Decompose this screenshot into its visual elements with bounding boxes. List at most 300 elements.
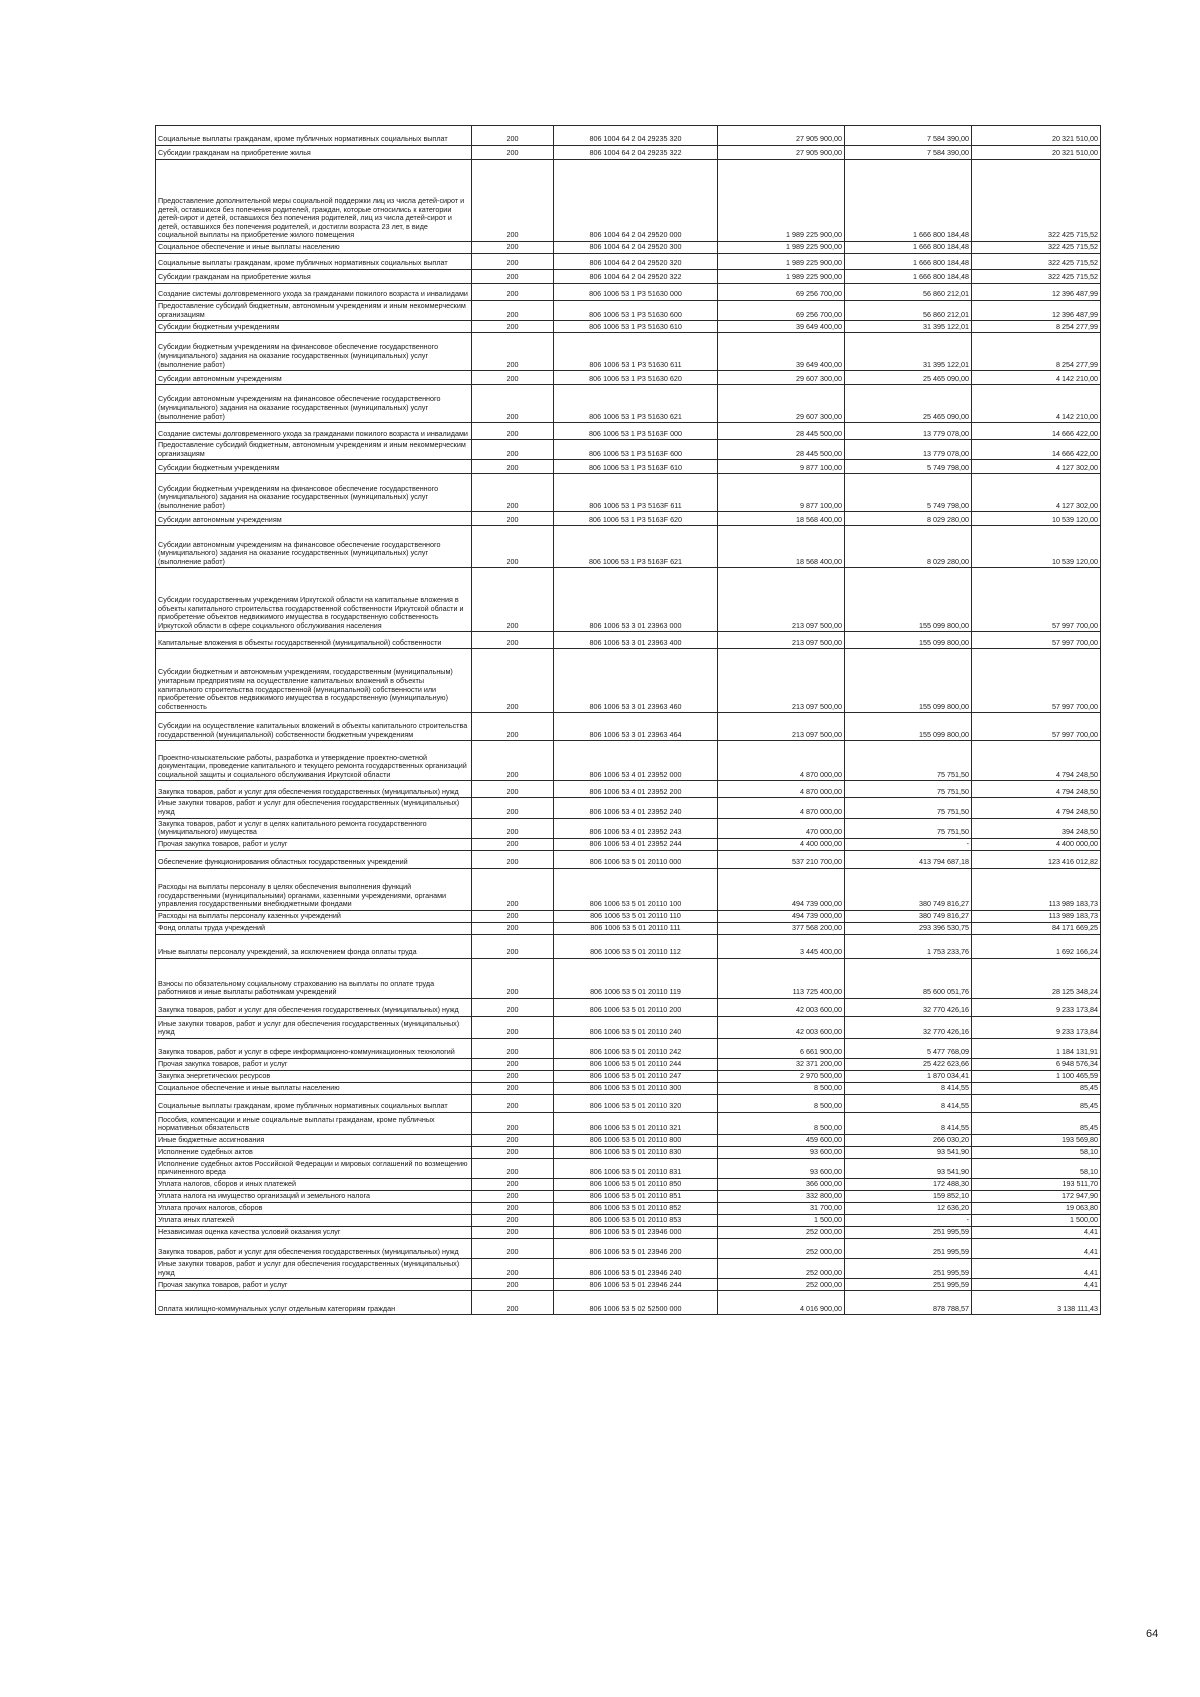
row-budget-code-cell: 806 1004 64 2 04 29235 322 xyxy=(554,146,718,160)
row-unexecuted-amount-cell: 4,41 xyxy=(972,1226,1101,1238)
row-executed-amount-cell: 251 995,59 xyxy=(845,1238,972,1258)
row-line-code-cell: 200 xyxy=(472,1134,554,1146)
table-row xyxy=(156,850,1101,868)
row-executed-amount-cell: 56 860 212,01 xyxy=(845,301,972,321)
row-approved-amount-cell: 252 000,00 xyxy=(718,1279,845,1291)
row-unexecuted-amount-cell: 10 539 120,00 xyxy=(972,526,1101,568)
row-budget-code-cell: 806 1006 53 5 01 23946 000 xyxy=(554,1226,718,1238)
table-row xyxy=(156,242,1101,254)
row-budget-code-cell: 806 1006 53 5 01 20110 111 xyxy=(554,922,718,934)
row-executed-amount-cell: 155 099 800,00 xyxy=(845,632,972,649)
row-approved-amount-cell: 42 003 600,00 xyxy=(718,998,845,1016)
row-name-cell: Капитальные вложения в объекты государственной (муниципальной) собственности xyxy=(156,632,472,649)
row-budget-code-cell: 806 1006 53 1 Р3 5163F 620 xyxy=(554,512,718,526)
row-line-code-cell: 200 xyxy=(472,1202,554,1214)
row-budget-code-cell: 806 1006 53 5 01 20110 000 xyxy=(554,850,718,868)
table-row xyxy=(156,1058,1101,1070)
row-name-cell: Уплата прочих налогов, сборов xyxy=(156,1202,472,1214)
row-line-code-cell: 200 xyxy=(472,781,554,798)
row-unexecuted-amount-cell: 1 692 166,24 xyxy=(972,934,1101,958)
row-executed-amount-cell: 380 749 816,27 xyxy=(845,868,972,910)
table-row xyxy=(156,1158,1101,1178)
row-approved-amount-cell: 1 989 225 900,00 xyxy=(718,270,845,284)
row-name-cell: Социальные выплаты гражданам, кроме публичных нормативных социальных выплат xyxy=(156,1094,472,1112)
row-name-cell: Субсидии гражданам на приобретение жилья xyxy=(156,270,472,284)
row-name-cell: Расходы на выплаты персоналу казенных учреждений xyxy=(156,910,472,922)
row-line-code-cell: 200 xyxy=(472,850,554,868)
row-unexecuted-amount-cell: 9 233 173,84 xyxy=(972,1016,1101,1038)
row-budget-code-cell: 806 1006 53 5 01 20110 850 xyxy=(554,1178,718,1190)
row-budget-code-cell: 806 1006 53 4 01 23952 200 xyxy=(554,781,718,798)
row-unexecuted-amount-cell: 85,45 xyxy=(972,1112,1101,1134)
row-unexecuted-amount-cell: 58,10 xyxy=(972,1146,1101,1158)
row-name-cell: Социальное обеспечение и иные выплаты населению xyxy=(156,1082,472,1094)
row-unexecuted-amount-cell: 28 125 348,24 xyxy=(972,958,1101,998)
row-line-code-cell: 200 xyxy=(472,440,554,460)
row-name-cell: Субсидии автономным учреждениям xyxy=(156,512,472,526)
row-unexecuted-amount-cell: 19 063,80 xyxy=(972,1202,1101,1214)
row-budget-code-cell: 806 1006 53 1 Р3 5163F 610 xyxy=(554,460,718,474)
row-unexecuted-amount-cell: 113 989 183,73 xyxy=(972,868,1101,910)
row-approved-amount-cell: 459 600,00 xyxy=(718,1134,845,1146)
row-name-cell: Субсидии бюджетным учреждениям xyxy=(156,321,472,333)
row-executed-amount-cell: 93 541,90 xyxy=(845,1158,972,1178)
row-line-code-cell: 200 xyxy=(472,1082,554,1094)
row-name-cell: Создание системы долговременного ухода за гражданами пожилого возраста и инвалидами xyxy=(156,284,472,301)
row-budget-code-cell: 806 1006 53 5 01 20110 830 xyxy=(554,1146,718,1158)
row-name-cell: Социальные выплаты гражданам, кроме публичных нормативных социальных выплат xyxy=(156,126,472,146)
row-budget-code-cell: 806 1006 53 1 Р3 5163F 621 xyxy=(554,526,718,568)
row-executed-amount-cell: 31 395 122,01 xyxy=(845,321,972,333)
row-approved-amount-cell: 18 568 400,00 xyxy=(718,512,845,526)
table-row xyxy=(156,632,1101,649)
row-unexecuted-amount-cell: 14 666 422,00 xyxy=(972,440,1101,460)
row-name-cell: Уплата налога на имущество организаций и земельного налога xyxy=(156,1190,472,1202)
row-name-cell: Субсидии бюджетным и автономным учреждениям, государственным (муниципальным) унитарным предприятиям на осуществление капитальных вложений в объекты капитального строительства государственной (муниципальной) собственности или приобретение объектов недвижимого имущества в государственную (муниципальную) собственность xyxy=(156,649,472,713)
row-name-cell: Закупка энергетических ресурсов xyxy=(156,1070,472,1082)
table-row xyxy=(156,713,1101,741)
row-budget-code-cell: 806 1006 53 3 01 23963 460 xyxy=(554,649,718,713)
row-unexecuted-amount-cell: 4 794 248,50 xyxy=(972,781,1101,798)
row-unexecuted-amount-cell: 4 142 210,00 xyxy=(972,385,1101,423)
row-unexecuted-amount-cell: 4 794 248,50 xyxy=(972,798,1101,818)
row-executed-amount-cell: 413 794 687,18 xyxy=(845,850,972,868)
row-unexecuted-amount-cell: 1 500,00 xyxy=(972,1214,1101,1226)
row-unexecuted-amount-cell: 322 425 715,52 xyxy=(972,270,1101,284)
row-approved-amount-cell: 28 445 500,00 xyxy=(718,440,845,460)
row-budget-code-cell: 806 1006 53 5 01 20110 831 xyxy=(554,1158,718,1178)
row-name-cell: Субсидии бюджетным учреждениям на финансовое обеспечение государственного (муниципального) задания на оказание государственных (муниципальных) услуг (выполнение работ) xyxy=(156,474,472,512)
row-executed-amount-cell: 5 749 798,00 xyxy=(845,460,972,474)
row-approved-amount-cell: 32 371 200,00 xyxy=(718,1058,845,1070)
row-line-code-cell: 200 xyxy=(472,1178,554,1190)
row-approved-amount-cell: 93 600,00 xyxy=(718,1158,845,1178)
row-unexecuted-amount-cell: 85,45 xyxy=(972,1094,1101,1112)
table-row xyxy=(156,781,1101,798)
table-row xyxy=(156,284,1101,301)
table-row xyxy=(156,321,1101,333)
table-row xyxy=(156,838,1101,850)
row-unexecuted-amount-cell: 12 396 487,99 xyxy=(972,301,1101,321)
row-unexecuted-amount-cell: 20 321 510,00 xyxy=(972,146,1101,160)
table-row xyxy=(156,1291,1101,1315)
row-approved-amount-cell: 93 600,00 xyxy=(718,1146,845,1158)
row-line-code-cell: 200 xyxy=(472,1279,554,1291)
row-approved-amount-cell: 1 989 225 900,00 xyxy=(718,242,845,254)
row-executed-amount-cell: 93 541,90 xyxy=(845,1146,972,1158)
row-approved-amount-cell: 39 649 400,00 xyxy=(718,321,845,333)
row-unexecuted-amount-cell: 1 100 465,59 xyxy=(972,1070,1101,1082)
row-line-code-cell: 200 xyxy=(472,1158,554,1178)
row-name-cell: Закупка товаров, работ и услуг для обеспечения государственных (муниципальных) нужд xyxy=(156,998,472,1016)
row-executed-amount-cell: 13 779 078,00 xyxy=(845,423,972,440)
row-budget-code-cell: 806 1006 53 1 Р3 5163F 611 xyxy=(554,474,718,512)
row-budget-code-cell: 806 1006 53 5 01 20110 112 xyxy=(554,934,718,958)
row-name-cell: Прочая закупка товаров, работ и услуг xyxy=(156,1279,472,1291)
row-approved-amount-cell: 1 989 225 900,00 xyxy=(718,254,845,270)
row-line-code-cell: 200 xyxy=(472,146,554,160)
row-unexecuted-amount-cell: 4 127 302,00 xyxy=(972,460,1101,474)
row-executed-amount-cell: 1 666 800 184,48 xyxy=(845,254,972,270)
row-unexecuted-amount-cell: 193 511,70 xyxy=(972,1178,1101,1190)
row-name-cell: Субсидии бюджетным учреждениям на финансовое обеспечение государственного (муниципального) задания на оказание государственных (муниципальных) услуг (выполнение работ) xyxy=(156,333,472,371)
row-budget-code-cell: 806 1004 64 2 04 29520 320 xyxy=(554,254,718,270)
table-row xyxy=(156,1094,1101,1112)
row-unexecuted-amount-cell: 1 184 131,91 xyxy=(972,1038,1101,1058)
row-approved-amount-cell: 8 500,00 xyxy=(718,1112,845,1134)
row-unexecuted-amount-cell: 57 997 700,00 xyxy=(972,649,1101,713)
row-name-cell: Субсидии бюджетным учреждениям xyxy=(156,460,472,474)
row-approved-amount-cell: 29 607 300,00 xyxy=(718,385,845,423)
row-unexecuted-amount-cell: 57 997 700,00 xyxy=(972,713,1101,741)
row-line-code-cell: 200 xyxy=(472,741,554,781)
row-line-code-cell: 200 xyxy=(472,474,554,512)
row-unexecuted-amount-cell: 84 171 669,25 xyxy=(972,922,1101,934)
row-name-cell: Социальные выплаты гражданам, кроме публичных нормативных социальных выплат xyxy=(156,254,472,270)
table-row xyxy=(156,1279,1101,1291)
row-budget-code-cell: 806 1006 53 5 01 20110 851 xyxy=(554,1190,718,1202)
row-unexecuted-amount-cell: 10 539 120,00 xyxy=(972,512,1101,526)
row-unexecuted-amount-cell: 57 997 700,00 xyxy=(972,632,1101,649)
row-approved-amount-cell: 69 256 700,00 xyxy=(718,284,845,301)
table-row xyxy=(156,460,1101,474)
row-line-code-cell: 200 xyxy=(472,1238,554,1258)
table-row xyxy=(156,1082,1101,1094)
row-unexecuted-amount-cell: 4,41 xyxy=(972,1258,1101,1278)
table-row xyxy=(156,1146,1101,1158)
row-unexecuted-amount-cell: 123 416 012,82 xyxy=(972,850,1101,868)
row-line-code-cell: 200 xyxy=(472,1146,554,1158)
row-budget-code-cell: 806 1006 53 1 Р3 51630 600 xyxy=(554,301,718,321)
row-executed-amount-cell: 155 099 800,00 xyxy=(845,649,972,713)
row-line-code-cell: 200 xyxy=(472,1070,554,1082)
row-line-code-cell: 200 xyxy=(472,568,554,632)
row-executed-amount-cell: 8 029 280,00 xyxy=(845,512,972,526)
row-executed-amount-cell: 5 749 798,00 xyxy=(845,474,972,512)
row-approved-amount-cell: 213 097 500,00 xyxy=(718,568,845,632)
row-unexecuted-amount-cell: 12 396 487,99 xyxy=(972,284,1101,301)
row-executed-amount-cell: 1 753 233,76 xyxy=(845,934,972,958)
row-unexecuted-amount-cell: 8 254 277,99 xyxy=(972,321,1101,333)
row-approved-amount-cell: 252 000,00 xyxy=(718,1258,845,1278)
table-row xyxy=(156,1016,1101,1038)
row-line-code-cell: 200 xyxy=(472,284,554,301)
row-executed-amount-cell: 159 852,10 xyxy=(845,1190,972,1202)
row-unexecuted-amount-cell: 8 254 277,99 xyxy=(972,333,1101,371)
row-budget-code-cell: 806 1006 53 5 01 20110 242 xyxy=(554,1038,718,1058)
row-name-cell: Иные закупки товаров, работ и услуг для обеспечения государственных (муниципальных) нужд xyxy=(156,798,472,818)
row-name-cell: Оплата жилищно-коммунальных услуг отдельным категориям граждан xyxy=(156,1291,472,1315)
row-approved-amount-cell: 28 445 500,00 xyxy=(718,423,845,440)
row-budget-code-cell: 806 1006 53 5 01 20110 247 xyxy=(554,1070,718,1082)
row-approved-amount-cell: 69 256 700,00 xyxy=(718,301,845,321)
row-budget-code-cell: 806 1004 64 2 04 29235 320 xyxy=(554,126,718,146)
table-row xyxy=(156,1190,1101,1202)
row-line-code-cell: 200 xyxy=(472,1258,554,1278)
row-name-cell: Иные бюджетные ассигнования xyxy=(156,1134,472,1146)
row-unexecuted-amount-cell: 57 997 700,00 xyxy=(972,568,1101,632)
row-line-code-cell: 200 xyxy=(472,910,554,922)
row-executed-amount-cell: 8 414,55 xyxy=(845,1112,972,1134)
table-row xyxy=(156,568,1101,632)
row-approved-amount-cell: 1 989 225 900,00 xyxy=(718,160,845,242)
row-executed-amount-cell: 85 600 051,76 xyxy=(845,958,972,998)
row-unexecuted-amount-cell: 322 425 715,52 xyxy=(972,254,1101,270)
row-unexecuted-amount-cell: 4,41 xyxy=(972,1238,1101,1258)
table-row xyxy=(156,301,1101,321)
table-row xyxy=(156,958,1101,998)
row-budget-code-cell: 806 1006 53 1 Р3 5163F 600 xyxy=(554,440,718,460)
row-unexecuted-amount-cell: 4 127 302,00 xyxy=(972,474,1101,512)
row-budget-code-cell: 806 1006 53 5 01 20110 200 xyxy=(554,998,718,1016)
row-executed-amount-cell: 380 749 816,27 xyxy=(845,910,972,922)
row-unexecuted-amount-cell: 113 989 183,73 xyxy=(972,910,1101,922)
row-budget-code-cell: 806 1006 53 5 01 20110 321 xyxy=(554,1112,718,1134)
row-line-code-cell: 200 xyxy=(472,160,554,242)
row-approved-amount-cell: 39 649 400,00 xyxy=(718,333,845,371)
row-line-code-cell: 200 xyxy=(472,632,554,649)
row-name-cell: Иные закупки товаров, работ и услуг для обеспечения государственных (муниципальных) нужд xyxy=(156,1016,472,1038)
row-budget-code-cell: 806 1006 53 5 01 20110 853 xyxy=(554,1214,718,1226)
row-unexecuted-amount-cell: 394 248,50 xyxy=(972,818,1101,838)
row-approved-amount-cell: 27 905 900,00 xyxy=(718,146,845,160)
row-unexecuted-amount-cell: 14 666 422,00 xyxy=(972,423,1101,440)
row-approved-amount-cell: 332 800,00 xyxy=(718,1190,845,1202)
row-executed-amount-cell: - xyxy=(845,1214,972,1226)
table-row xyxy=(156,1226,1101,1238)
row-name-cell: Прочая закупка товаров, работ и услуг xyxy=(156,838,472,850)
row-executed-amount-cell: 75 751,50 xyxy=(845,798,972,818)
table-row xyxy=(156,1112,1101,1134)
row-line-code-cell: 200 xyxy=(472,460,554,474)
row-line-code-cell: 200 xyxy=(472,254,554,270)
row-name-cell: Уплата налогов, сборов и иных платежей xyxy=(156,1178,472,1190)
row-approved-amount-cell: 4 016 900,00 xyxy=(718,1291,845,1315)
row-budget-code-cell: 806 1006 53 5 01 23946 200 xyxy=(554,1238,718,1258)
row-budget-code-cell: 806 1006 53 3 01 23963 400 xyxy=(554,632,718,649)
row-budget-code-cell: 806 1006 53 5 01 20110 300 xyxy=(554,1082,718,1094)
row-line-code-cell: 200 xyxy=(472,242,554,254)
row-budget-code-cell: 806 1006 53 5 01 20110 800 xyxy=(554,1134,718,1146)
table-row xyxy=(156,741,1101,781)
row-name-cell: Прочая закупка товаров, работ и услуг xyxy=(156,1058,472,1070)
row-executed-amount-cell: 25 465 090,00 xyxy=(845,385,972,423)
row-budget-code-cell: 806 1006 53 5 01 23946 244 xyxy=(554,1279,718,1291)
row-name-cell: Взносы по обязательному социальному страхованию на выплаты по оплате труда работников и иные выплаты работникам учреждений xyxy=(156,958,472,998)
row-budget-code-cell: 806 1006 53 5 01 20110 100 xyxy=(554,868,718,910)
row-line-code-cell: 200 xyxy=(472,321,554,333)
table-row xyxy=(156,333,1101,371)
row-line-code-cell: 200 xyxy=(472,818,554,838)
row-budget-code-cell: 806 1006 53 3 01 23963 464 xyxy=(554,713,718,741)
row-line-code-cell: 200 xyxy=(472,922,554,934)
row-executed-amount-cell: - xyxy=(845,838,972,850)
table-row xyxy=(156,868,1101,910)
row-approved-amount-cell: 8 500,00 xyxy=(718,1094,845,1112)
row-budget-code-cell: 806 1006 53 4 01 23952 000 xyxy=(554,741,718,781)
row-name-cell: Исполнение судебных актов xyxy=(156,1146,472,1158)
row-unexecuted-amount-cell: 4,41 xyxy=(972,1279,1101,1291)
page-number: 64 xyxy=(1146,1628,1159,1640)
row-executed-amount-cell: 75 751,50 xyxy=(845,818,972,838)
row-budget-code-cell: 806 1006 53 5 01 20110 240 xyxy=(554,1016,718,1038)
row-name-cell: Субсидии на осуществление капитальных вложений в объекты капитального строительства государственной (муниципальной) собственности бюджетным учреждениям xyxy=(156,713,472,741)
row-budget-code-cell: 806 1006 53 1 Р3 51630 610 xyxy=(554,321,718,333)
row-approved-amount-cell: 377 568 200,00 xyxy=(718,922,845,934)
row-executed-amount-cell: 1 666 800 184,48 xyxy=(845,270,972,284)
row-name-cell: Пособия, компенсации и иные социальные выплаты гражданам, кроме публичных нормативных обязательств xyxy=(156,1112,472,1134)
row-executed-amount-cell: 25 422 623,66 xyxy=(845,1058,972,1070)
row-name-cell: Закупка товаров, работ и услуг для обеспечения государственных (муниципальных) нужд xyxy=(156,1238,472,1258)
table-row xyxy=(156,474,1101,512)
row-name-cell: Субсидии государственным учреждениям Иркутской области на капитальные вложения в объекты капитального строительства государственной собственности Иркутской области и приобретение объектов недвижимого имущества в государственную собственность Иркутской области в сфере социального обслуживания населения xyxy=(156,568,472,632)
table-row xyxy=(156,385,1101,423)
row-executed-amount-cell: 251 995,59 xyxy=(845,1226,972,1238)
row-line-code-cell: 200 xyxy=(472,1094,554,1112)
row-approved-amount-cell: 213 097 500,00 xyxy=(718,713,845,741)
row-budget-code-cell: 806 1006 53 4 01 23952 243 xyxy=(554,818,718,838)
row-unexecuted-amount-cell: 58,10 xyxy=(972,1158,1101,1178)
row-unexecuted-amount-cell: 322 425 715,52 xyxy=(972,160,1101,242)
row-line-code-cell: 200 xyxy=(472,1038,554,1058)
row-line-code-cell: 200 xyxy=(472,868,554,910)
row-approved-amount-cell: 213 097 500,00 xyxy=(718,649,845,713)
table-row xyxy=(156,526,1101,568)
row-executed-amount-cell: 8 029 280,00 xyxy=(845,526,972,568)
budget-table-sheet xyxy=(155,125,1100,1315)
table-row xyxy=(156,1178,1101,1190)
row-budget-code-cell: 806 1006 53 5 02 52500 000 xyxy=(554,1291,718,1315)
row-budget-code-cell: 806 1006 53 5 01 20110 110 xyxy=(554,910,718,922)
row-budget-code-cell: 806 1006 53 1 Р3 51630 000 xyxy=(554,284,718,301)
row-executed-amount-cell: 75 751,50 xyxy=(845,741,972,781)
row-approved-amount-cell: 2 970 500,00 xyxy=(718,1070,845,1082)
table-row xyxy=(156,270,1101,284)
row-approved-amount-cell: 494 739 000,00 xyxy=(718,868,845,910)
table-row xyxy=(156,371,1101,385)
row-line-code-cell: 200 xyxy=(472,713,554,741)
row-approved-amount-cell: 9 877 100,00 xyxy=(718,474,845,512)
row-name-cell: Независимая оценка качества условий оказания услуг xyxy=(156,1226,472,1238)
row-name-cell: Предоставление субсидий бюджетным, автономным учреждениям и иным некоммерческим организациям xyxy=(156,440,472,460)
row-name-cell: Иные выплаты персоналу учреждений, за исключением фонда оплаты труда xyxy=(156,934,472,958)
row-line-code-cell: 200 xyxy=(472,371,554,385)
row-approved-amount-cell: 3 445 400,00 xyxy=(718,934,845,958)
row-executed-amount-cell: 7 584 390,00 xyxy=(845,126,972,146)
row-line-code-cell: 200 xyxy=(472,1058,554,1070)
row-line-code-cell: 200 xyxy=(472,1291,554,1315)
row-name-cell: Расходы на выплаты персоналу в целях обеспечения выполнения функций государственными (муниципальными) органами, казенными учреждениями, органами управления государственными внебюджетными фондами xyxy=(156,868,472,910)
table-row xyxy=(156,1202,1101,1214)
row-line-code-cell: 200 xyxy=(472,998,554,1016)
row-unexecuted-amount-cell: 4 794 248,50 xyxy=(972,741,1101,781)
row-executed-amount-cell: 13 779 078,00 xyxy=(845,440,972,460)
row-approved-amount-cell: 4 870 000,00 xyxy=(718,798,845,818)
row-unexecuted-amount-cell: 4 400 000,00 xyxy=(972,838,1101,850)
row-approved-amount-cell: 213 097 500,00 xyxy=(718,632,845,649)
table-row xyxy=(156,512,1101,526)
row-approved-amount-cell: 252 000,00 xyxy=(718,1238,845,1258)
row-budget-code-cell: 806 1006 53 3 01 23963 000 xyxy=(554,568,718,632)
table-row xyxy=(156,440,1101,460)
row-approved-amount-cell: 4 870 000,00 xyxy=(718,741,845,781)
row-approved-amount-cell: 18 568 400,00 xyxy=(718,526,845,568)
row-executed-amount-cell: 8 414,55 xyxy=(845,1094,972,1112)
row-executed-amount-cell: 293 396 530,75 xyxy=(845,922,972,934)
row-unexecuted-amount-cell: 20 321 510,00 xyxy=(972,126,1101,146)
row-line-code-cell: 200 xyxy=(472,333,554,371)
table-row xyxy=(156,1134,1101,1146)
row-line-code-cell: 200 xyxy=(472,1226,554,1238)
row-executed-amount-cell: 266 030,20 xyxy=(845,1134,972,1146)
row-approved-amount-cell: 8 500,00 xyxy=(718,1082,845,1094)
row-executed-amount-cell: 251 995,59 xyxy=(845,1279,972,1291)
row-budget-code-cell: 806 1004 64 2 04 29520 300 xyxy=(554,242,718,254)
table-row xyxy=(156,1214,1101,1226)
row-name-cell: Предоставление дополнительной меры социальной поддержки лиц из числа детей-сирот и детей, оставшихся без попечения родителей, граждан, которые относились к категории детей-сирот и детей, оставшихся без попечения родителей, лиц из числа детей-сирот и детей, оставшихся без попечения родителей, и достигли возраста 23 лет, в виде социальной выплаты на приобретение жилого помещения xyxy=(156,160,472,242)
row-executed-amount-cell: 5 477 768,09 xyxy=(845,1038,972,1058)
row-line-code-cell: 200 xyxy=(472,1214,554,1226)
table-row xyxy=(156,910,1101,922)
row-budget-code-cell: 806 1006 53 5 01 23946 240 xyxy=(554,1258,718,1278)
row-approved-amount-cell: 31 700,00 xyxy=(718,1202,845,1214)
row-line-code-cell: 200 xyxy=(472,385,554,423)
row-unexecuted-amount-cell: 4 142 210,00 xyxy=(972,371,1101,385)
table-row xyxy=(156,1038,1101,1058)
row-line-code-cell: 200 xyxy=(472,270,554,284)
row-budget-code-cell: 806 1006 53 1 Р3 51630 621 xyxy=(554,385,718,423)
row-approved-amount-cell: 4 400 000,00 xyxy=(718,838,845,850)
table-row xyxy=(156,818,1101,838)
row-budget-code-cell: 806 1006 53 1 Р3 5163F 000 xyxy=(554,423,718,440)
row-budget-code-cell: 806 1006 53 5 01 20110 852 xyxy=(554,1202,718,1214)
row-executed-amount-cell: 8 414,55 xyxy=(845,1082,972,1094)
table-row xyxy=(156,934,1101,958)
table-row xyxy=(156,1238,1101,1258)
table-row xyxy=(156,423,1101,440)
table-row xyxy=(156,126,1101,146)
row-unexecuted-amount-cell: 172 947,90 xyxy=(972,1190,1101,1202)
row-executed-amount-cell: 155 099 800,00 xyxy=(845,568,972,632)
row-approved-amount-cell: 366 000,00 xyxy=(718,1178,845,1190)
row-approved-amount-cell: 9 877 100,00 xyxy=(718,460,845,474)
row-unexecuted-amount-cell: 3 138 111,43 xyxy=(972,1291,1101,1315)
row-name-cell: Исполнение судебных актов Российской Федерации и мировых соглашений по возмещению причиненного вреда xyxy=(156,1158,472,1178)
row-name-cell: Социальное обеспечение и иные выплаты населению xyxy=(156,242,472,254)
row-line-code-cell: 200 xyxy=(472,126,554,146)
row-line-code-cell: 200 xyxy=(472,512,554,526)
row-line-code-cell: 200 xyxy=(472,934,554,958)
